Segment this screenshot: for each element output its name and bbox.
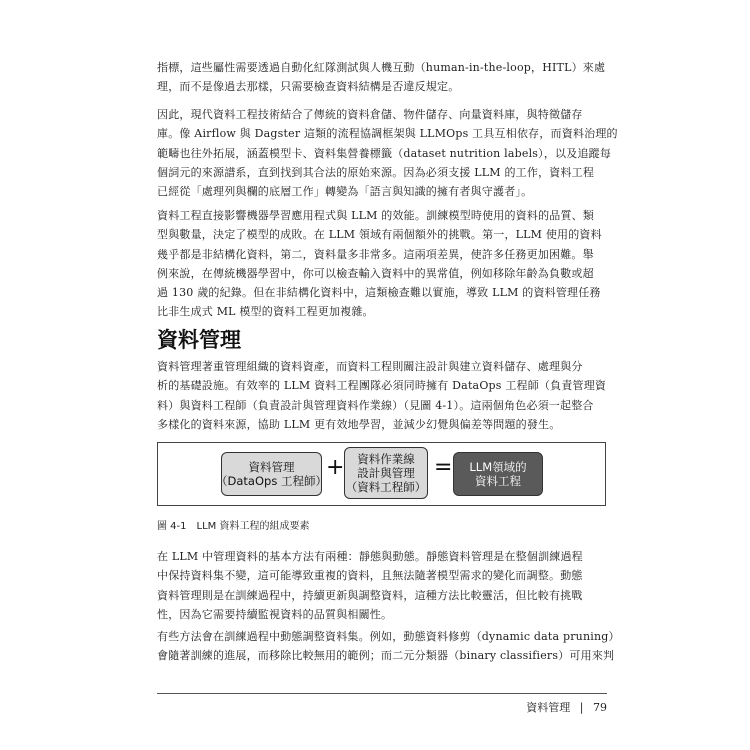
text-line: 庫。像 Airflow 與 Dagster 這類的流程協調框架與 LLMOps 工具互相依存，而資料治理的	[157, 127, 618, 141]
text-line: 資料管理著重管理組織的資料資產，而資料工程則關注設計與建立資料儲存、處理與分	[157, 360, 583, 373]
paragraph-4	[157, 357, 607, 434]
text-line: 析的基礎設施。有效率的 LLM 資料工程團隊必須同時擁有 DataOps 工程師（負責管理資	[157, 379, 607, 393]
box-line: 資料作業線	[357, 452, 415, 466]
text-line: 過 130 歲的紀錄。但在非結構化資料中，這類檢查難以實施，導致 LLM 的資料管理任務	[157, 286, 601, 300]
text-line: 指標，這些屬性需要透過自動化紅隊測試與人機互動（human-in-the-loop，HITL）來處	[157, 61, 606, 74]
text-line: 有些方法會在訓練過程中動態調整資料集。例如，動態資料修剪（dynamic data pruning）	[157, 630, 620, 643]
box-line: 資料管理	[248, 460, 295, 474]
text-line: 個詞元的來源譜系，直到找到其合法的原始來源。因為必須支援 LLM 的工作，資料工程	[157, 165, 595, 179]
box-line: 設計與管理	[357, 466, 415, 480]
box-line: （資料工程師）	[345, 480, 427, 494]
text-line: 比非生成式 ML 模型的資料工程更加複雜。	[157, 305, 374, 319]
section-heading: 資料管理	[157, 328, 241, 352]
page-footer	[526, 699, 607, 715]
pipeline-design-box	[344, 447, 428, 499]
text-line: 已經從「處理列與欄的底層工作」轉變為「語言與知識的擁有者與守護者」。	[157, 185, 533, 199]
text-line: 理，而不是像過去那樣，只需要檢查資料結構是否違反規定。	[157, 80, 460, 94]
text-line: 幾乎都是非結構化資料，第二，資料量多非常多。這兩項差異，使許多任務更加困難。舉	[157, 247, 594, 261]
footer-section-title: 資料管理	[526, 701, 571, 714]
text-line: 多樣化的資料來源，協助 LLM 更有效地學習，並減少幻覺與偏差等問題的發生。	[157, 417, 561, 431]
text-line: 範疇也往外拓展，涵蓋模型卡、資料集營養標籤（dataset nutrition labels），以及追蹤每	[157, 146, 612, 160]
text-line: 性，因為它需要持續監視資料的品質與相關性。	[157, 607, 393, 621]
text-line: 例來說，在傳統機器學習中，你可以檢查輸入資料中的異常值，例如移除年齡為負數或超	[157, 266, 594, 280]
box-line: LLM領域的	[469, 460, 527, 474]
box-line: （DataOps 工程師）	[216, 474, 327, 488]
text-line: 中保持資料集不變，這可能導致重複的資料，且無法隨著模型需求的變化而調整。動態	[157, 569, 583, 583]
text-line: 會隨著訓練的進展，而移除比較無用的範例；而二元分類器（binary classifiers）可用來判	[157, 649, 615, 663]
paragraph-1	[157, 58, 607, 97]
box-line: 資料工程	[475, 474, 521, 488]
text-line: 因此，現代資料工程技術結合了傳統的資料倉儲、物件儲存、向量資料庫，與特徵儲存	[157, 108, 583, 121]
equals-symbol: =	[434, 455, 453, 480]
paragraph-6	[157, 627, 620, 666]
text-line: 料）與資料工程師（負責設計與管理資料作業線）（見圖 4-1）。這兩個角色必須一起整合	[157, 398, 594, 412]
text-line: 型與數量，決定了模型的成敗。在 LLM 領域有兩個額外的挑戰。第一，LLM 使用的資料	[157, 228, 602, 242]
figure-caption: 圖 4-1 LLM 資料工程的組成要素	[157, 521, 310, 532]
paragraph-2	[157, 105, 618, 201]
footer-separator: |	[579, 701, 584, 714]
text-line: 資料管理則是在訓練過程中，持續更新與調整資料，這種方法比較靈活，但比較有挑戰	[157, 588, 583, 602]
figure-4-1	[157, 442, 606, 506]
data-management-box	[216, 452, 327, 496]
page-number: 79	[593, 701, 607, 714]
text-line: 在 LLM 中管理資料的基本方法有兩種：靜態與動態。靜態資料管理是在整個訓練過程	[157, 550, 583, 563]
text-line: 資料工程直接影響機器學習應用程式與 LLM 的效能。訓練模型時使用的資料的品質、類	[157, 209, 595, 222]
footer-divider	[157, 693, 607, 694]
paragraph-3	[157, 206, 607, 322]
plus-symbol: +	[326, 455, 345, 480]
llm-data-engineering-box	[453, 452, 543, 496]
paragraph-5	[157, 547, 607, 624]
